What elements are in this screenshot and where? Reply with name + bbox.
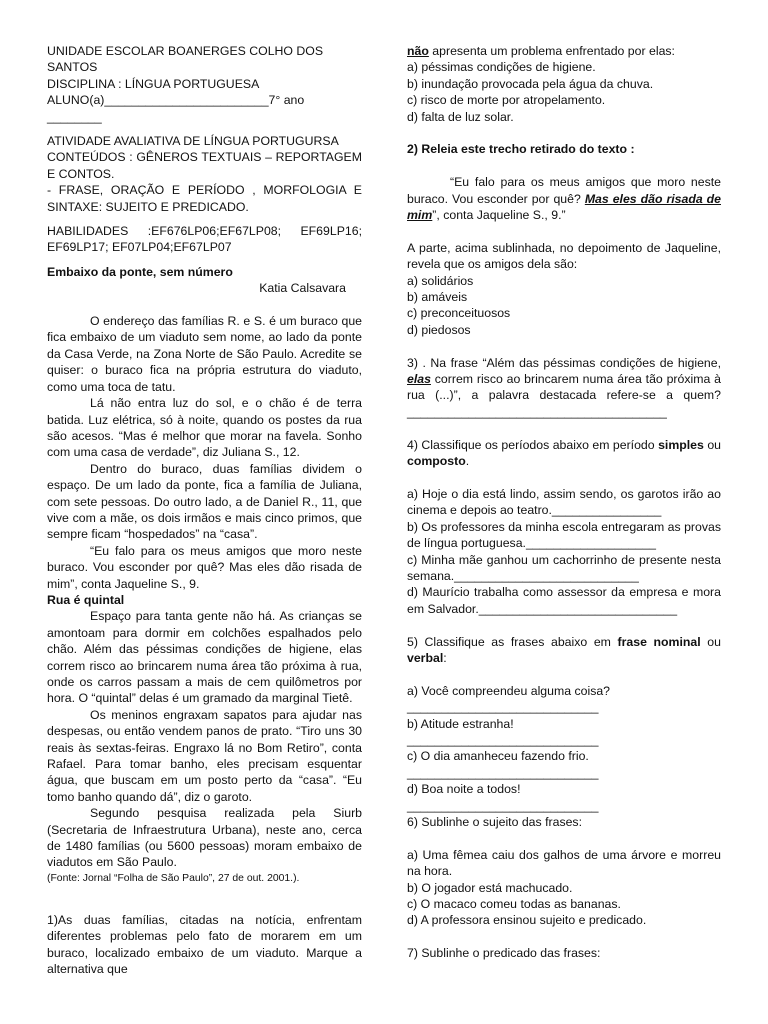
answer-line[interactable]: ____________________________	[407, 732, 599, 747]
article-paragraph-4: “Eu falo para os meus amigos que moro neste buraco. Vou esconder por quê? Mas eles dão risada de mim”, conta Jaqueline S., 9.	[47, 543, 362, 591]
question-1-stem-start: 1)As duas famílias, citadas na notícia, enfrentam diferentes problemas pelo fato de morarem em um buraco, localizado embaixo de um viaduto. Marque a alternativa que	[47, 912, 362, 976]
skills-line-1: HABILIDADES :EF676LP06;EF67LP08; EF69LP16;	[47, 224, 362, 239]
question-2-option-d: d) piedosos	[407, 322, 471, 337]
question-4-item-b: b) Os professores da minha escola entregaram as provas de língua portuguesa.___________________	[407, 519, 721, 551]
question-4-stem: 4) Classifique os períodos abaixo em período simples ou composto.	[407, 437, 721, 469]
skills-line-2: EF69LP17; EF07LP04;EF67LP07	[47, 240, 232, 255]
question-5-item-a: a) Você compreendeu alguma coisa?	[407, 683, 611, 698]
negation-word: não	[407, 44, 429, 58]
question-5-stem: 5) Classifique as frases abaixo em frase nominal ou verbal:	[407, 634, 721, 665]
question-2-option-a: a) solidários	[407, 273, 474, 288]
right-column	[407, 43, 721, 962]
underlined-excerpt: Mas eles dão risada de mim	[407, 191, 721, 223]
question-1-option-c: c) risco de morte por atropelamento.	[407, 93, 606, 108]
discipline: DISCIPLINA : LÍNGUA PORTUGUESA	[47, 76, 260, 91]
article-source: (Fonte: Jornal “Folha de São Paulo”, 27 de out. 2001.).	[47, 872, 300, 884]
question-5-item-d: d) Boa noite a todos!	[407, 782, 521, 797]
question-2-stem: A parte, acima sublinhada, no depoimento de Jaqueline, revela que os amigos dela são:	[407, 240, 721, 272]
question-6-item-b: b) O jogador está machucado.	[407, 880, 573, 895]
highlighted-word: elas	[407, 372, 431, 387]
question-5-item-c: c) O dia amanheceu fazendo frio.	[407, 749, 589, 764]
question-2-title: 2) Releia este trecho retirado do texto :	[407, 142, 635, 157]
article-paragraph-1: O endereço das famílias R. e S. é um buraco que fica embaixo de um viaduto sem nome, ao lado da ponte da Casa Verde, na Zona Norte de São Paulo. Acredite se quiser: o buraco fica na própria estrutura do viaduto, como uma toca de tatu.	[47, 314, 362, 394]
question-1-option-d: d) falta de luz solar.	[407, 109, 514, 124]
article-title: Embaixo da ponte, sem número	[47, 264, 233, 279]
article-paragraph-6: Os meninos engraxam sapatos para ajudar nas despesas, ou então vendem panos de prato. “Tiro uns 30 reais às sextas-feiras. Engraxo lá no Bom Retiro”, conta Rafael. Para tomar banho, eles precisam esquentar água, que buscam em um posto perto da “casa”. “Eu tomo banho quando dá”, diz o garoto.	[47, 707, 362, 804]
article-subtitle: Rua é quintal	[47, 592, 125, 607]
question-2-quote: “Eu falo para os meus amigos que moro neste buraco. Vou esconder por quê? Mas eles dão risada de mim”, conta Jaqueline S., 9.”	[407, 175, 721, 223]
question-1-stem-end: não apresenta um problema enfrentado por elas:	[407, 44, 675, 58]
school-name: UNIDADE ESCOLAR BOANERGES COLHO DOS SANTOS	[47, 44, 324, 75]
question-1-option-b: b) inundação provocada pela água da chuva.	[407, 76, 654, 91]
question-6-item-c: c) O macaco comeu todas as bananas.	[407, 896, 621, 911]
question-6-title: 6) Sublinhe o sujeito das frases:	[407, 814, 582, 829]
contents-genres: CONTEÚDOS : GÊNEROS TEXTUAIS – REPORTAGEM E CONTOS.	[47, 150, 362, 181]
answer-line[interactable]: ____________________________	[407, 765, 599, 780]
question-2-option-c: c) preconceituosos	[407, 306, 511, 321]
question-4-item-d: d) Maurício trabalha como assessor da empresa e mora em Salvador._____________________________	[407, 585, 721, 616]
contents-grammar: - FRASE, ORAÇÃO E PERÍODO , MORFOLOGIA E SINTAXE: SUJEITO E PREDICADO.	[47, 183, 362, 214]
question-3: 3) . Na frase “Além das péssimas condições de higiene, elas correm risco ao brincarem numa área tão próxima à rua (...)”, a palavra destacada refere-se a quem?______________________________________	[407, 355, 721, 419]
question-7-title: 7) Sublinhe o predicado das frases:	[407, 946, 601, 961]
student-line: ALUNO(a)________________________7° ano ________	[47, 93, 305, 124]
activity-title: ATIVIDADE AVALIATIVA DE LÍNGUA PORTUGURSA	[47, 134, 339, 149]
answer-line[interactable]: ____________________________	[407, 700, 599, 715]
article-paragraph-7: Segundo pesquisa realizada pela Siurb (Secretaria de Infraestrutura Urbana), neste ano, cerca de 1480 famílias (ou 5600 pessoas) moram embaixo de viadutos em São Paulo.	[47, 806, 362, 870]
question-6-item-a: a) Uma fêmea caiu dos galhos de uma árvore e morreu na hora.	[407, 847, 721, 879]
question-4-item-c: c) Minha mãe ganhou um cachorrinho de presente nesta semana.___________________________	[407, 552, 721, 583]
question-6-item-d: d) A professora ensinou sujeito e predicado.	[407, 913, 647, 928]
question-4-item-a: a) Hoje o dia está lindo, assim sendo, os garotos irão ao cinema e depois ao teatro.________________	[407, 486, 721, 518]
question-1-option-a: a) péssimas condições de higiene.	[407, 60, 596, 75]
question-2-option-b: b) amáveis	[407, 290, 468, 305]
answer-line[interactable]: ____________________________	[407, 798, 599, 813]
article-paragraph-2: Lá não entra luz do sol, e o chão é de terra batida. Luz elétrica, só à noite, quando os postes da rua são acesos. “Mas é melhor que morar na favela. Sonho com uma casa de verdade”, diz Juliana S., 12.	[47, 396, 362, 460]
article-paragraph-3: Dentro do buraco, duas famílias dividem o espaço. De um lado da ponte, fica a família de Juliana, com sete pessoas. Do outro lado, a de Daniel R., 11, que vive com a mãe, os dois irmãos e mais cinco primos, que sempre ficam “hospedados” na “casa”.	[47, 461, 362, 542]
article-paragraph-5: Espaço para tanta gente não há. As crianças se amontoam para dormir em colchões espalhados pelo chão. Além das péssimas condições de higiene, elas correm risco ao brincarem numa área tão próxima à rua, onde os carros passam a mais de cem quilômetros por hora. O “quintal” delas é um gramado da marginal Tietê.	[47, 609, 362, 706]
left-column	[47, 43, 362, 977]
question-5-item-b: b) Atitude estranha!	[407, 716, 514, 731]
article-author: Katia Calsavara	[259, 281, 346, 296]
